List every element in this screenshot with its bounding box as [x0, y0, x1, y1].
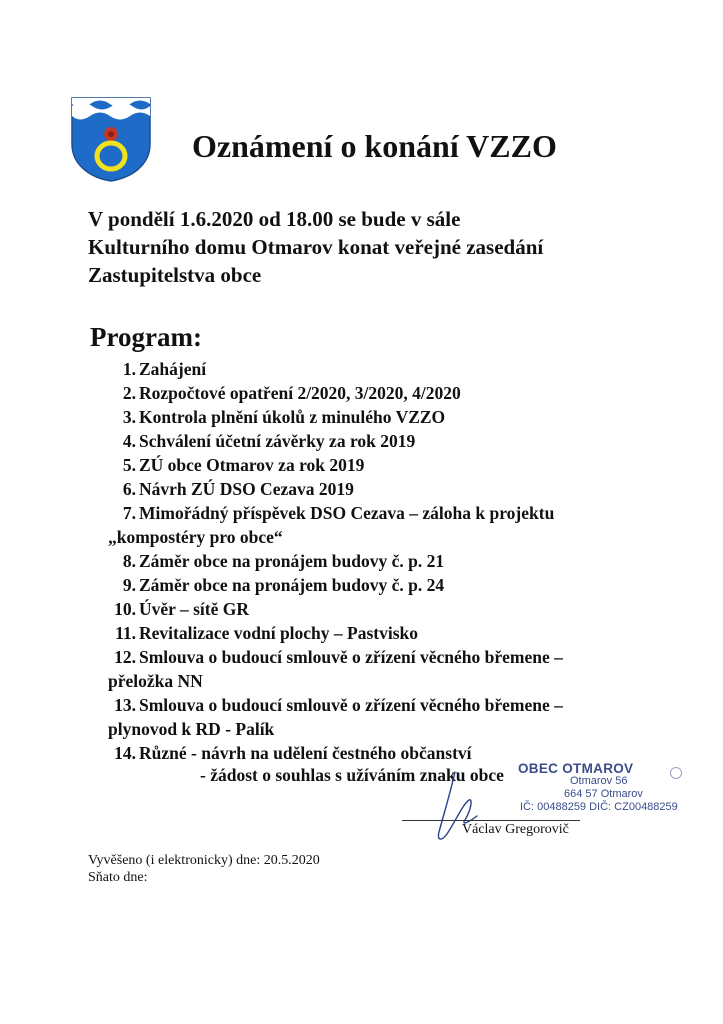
intro-line: V pondělí 1.6.2020 od 18.00 se bude v sále	[88, 207, 461, 231]
item-text: Kontrola plnění úkolů z minulého VZZO	[139, 407, 446, 427]
official-stamp	[518, 762, 678, 814]
removed-date: Sňato dne:	[88, 870, 148, 885]
item-number: 11.	[115, 623, 136, 643]
stamp-ids: IČ: 00488259 DIČ: CZ00488259	[520, 801, 678, 813]
program-item	[108, 429, 668, 453]
item-number: 14.	[114, 743, 136, 763]
municipal-crest-logo	[70, 96, 152, 182]
program-sub-note: - žádost o souhlas s užíváním znaku obce	[200, 765, 504, 785]
stamp-mark-icon	[670, 767, 682, 779]
program-item	[108, 573, 668, 597]
program-item	[108, 645, 668, 693]
posted-date: Vyvěšeno (i elektronicky) dne: 20.5.2020	[88, 853, 320, 868]
item-text: Rozpočtové opatření 2/2020, 3/2020, 4/2020	[139, 383, 461, 403]
stamp-name: OBEC OTMAROV	[518, 761, 634, 776]
item-continuation: přeložka NN	[108, 671, 203, 691]
item-number: 6.	[122, 479, 136, 499]
item-text: ZÚ obce Otmarov za rok 2019	[139, 455, 365, 475]
item-number: 1.	[122, 359, 136, 379]
item-text: Zahájení	[139, 359, 207, 379]
item-text: Smlouva o budoucí smlouvě o zřízení věcného břemene –	[139, 647, 563, 667]
item-number: 12.	[114, 647, 136, 667]
item-number: 7.	[122, 503, 136, 523]
item-text: Různé - návrh na udělení čestného občanství	[139, 743, 472, 763]
program-heading: Program:	[90, 322, 202, 352]
program-item	[108, 453, 668, 477]
page-title: Oznámení o konání VZZO	[192, 128, 557, 164]
program-item	[108, 477, 668, 501]
meeting-announcement	[88, 205, 688, 289]
item-text: Smlouva o budoucí smlouvě o zřízení věcného břemene –	[139, 695, 563, 715]
stamp-postcode: 664 57 Otmarov	[564, 788, 643, 800]
program-item	[108, 501, 668, 549]
stamp-address: Otmarov 56	[570, 775, 628, 787]
item-number: 13.	[114, 695, 136, 715]
item-text: Záměr obce na pronájem budovy č. p. 24	[139, 575, 445, 595]
posting-info	[88, 852, 320, 886]
item-continuation: plynovod k RD - Palík	[108, 719, 275, 739]
signature-line	[402, 820, 580, 821]
program-item	[108, 549, 668, 573]
item-number: 5.	[122, 455, 136, 475]
item-number: 3.	[122, 407, 136, 427]
signer-name: Václav Gregorovič	[462, 822, 569, 837]
item-text: Revitalizace vodní plochy – Pastvisko	[139, 623, 419, 643]
item-continuation: „kompostéry pro obce“	[108, 527, 283, 547]
program-item	[108, 621, 668, 645]
item-number: 4.	[122, 431, 136, 451]
program-item	[108, 693, 668, 741]
item-number: 9.	[122, 575, 136, 595]
program-item	[108, 381, 668, 405]
item-number: 10.	[114, 599, 136, 619]
item-text: Úvěr – sítě GR	[139, 599, 249, 619]
program-list	[108, 357, 668, 765]
program-item	[108, 357, 668, 381]
item-text: Mimořádný příspěvek DSO Cezava – záloha k projektu	[139, 503, 555, 523]
intro-line: Zastupitelstva obce	[88, 263, 262, 287]
item-number: 2.	[122, 383, 136, 403]
program-item	[108, 597, 668, 621]
item-text: Schválení účetní závěrky za rok 2019	[139, 431, 416, 451]
item-text: Návrh ZÚ DSO Cezava 2019	[139, 479, 354, 499]
item-number: 8.	[122, 551, 136, 571]
item-text: Záměr obce na pronájem budovy č. p. 21	[139, 551, 445, 571]
program-item	[108, 405, 668, 429]
intro-line: Kulturního domu Otmarov konat veřejné zasedání	[88, 235, 544, 259]
